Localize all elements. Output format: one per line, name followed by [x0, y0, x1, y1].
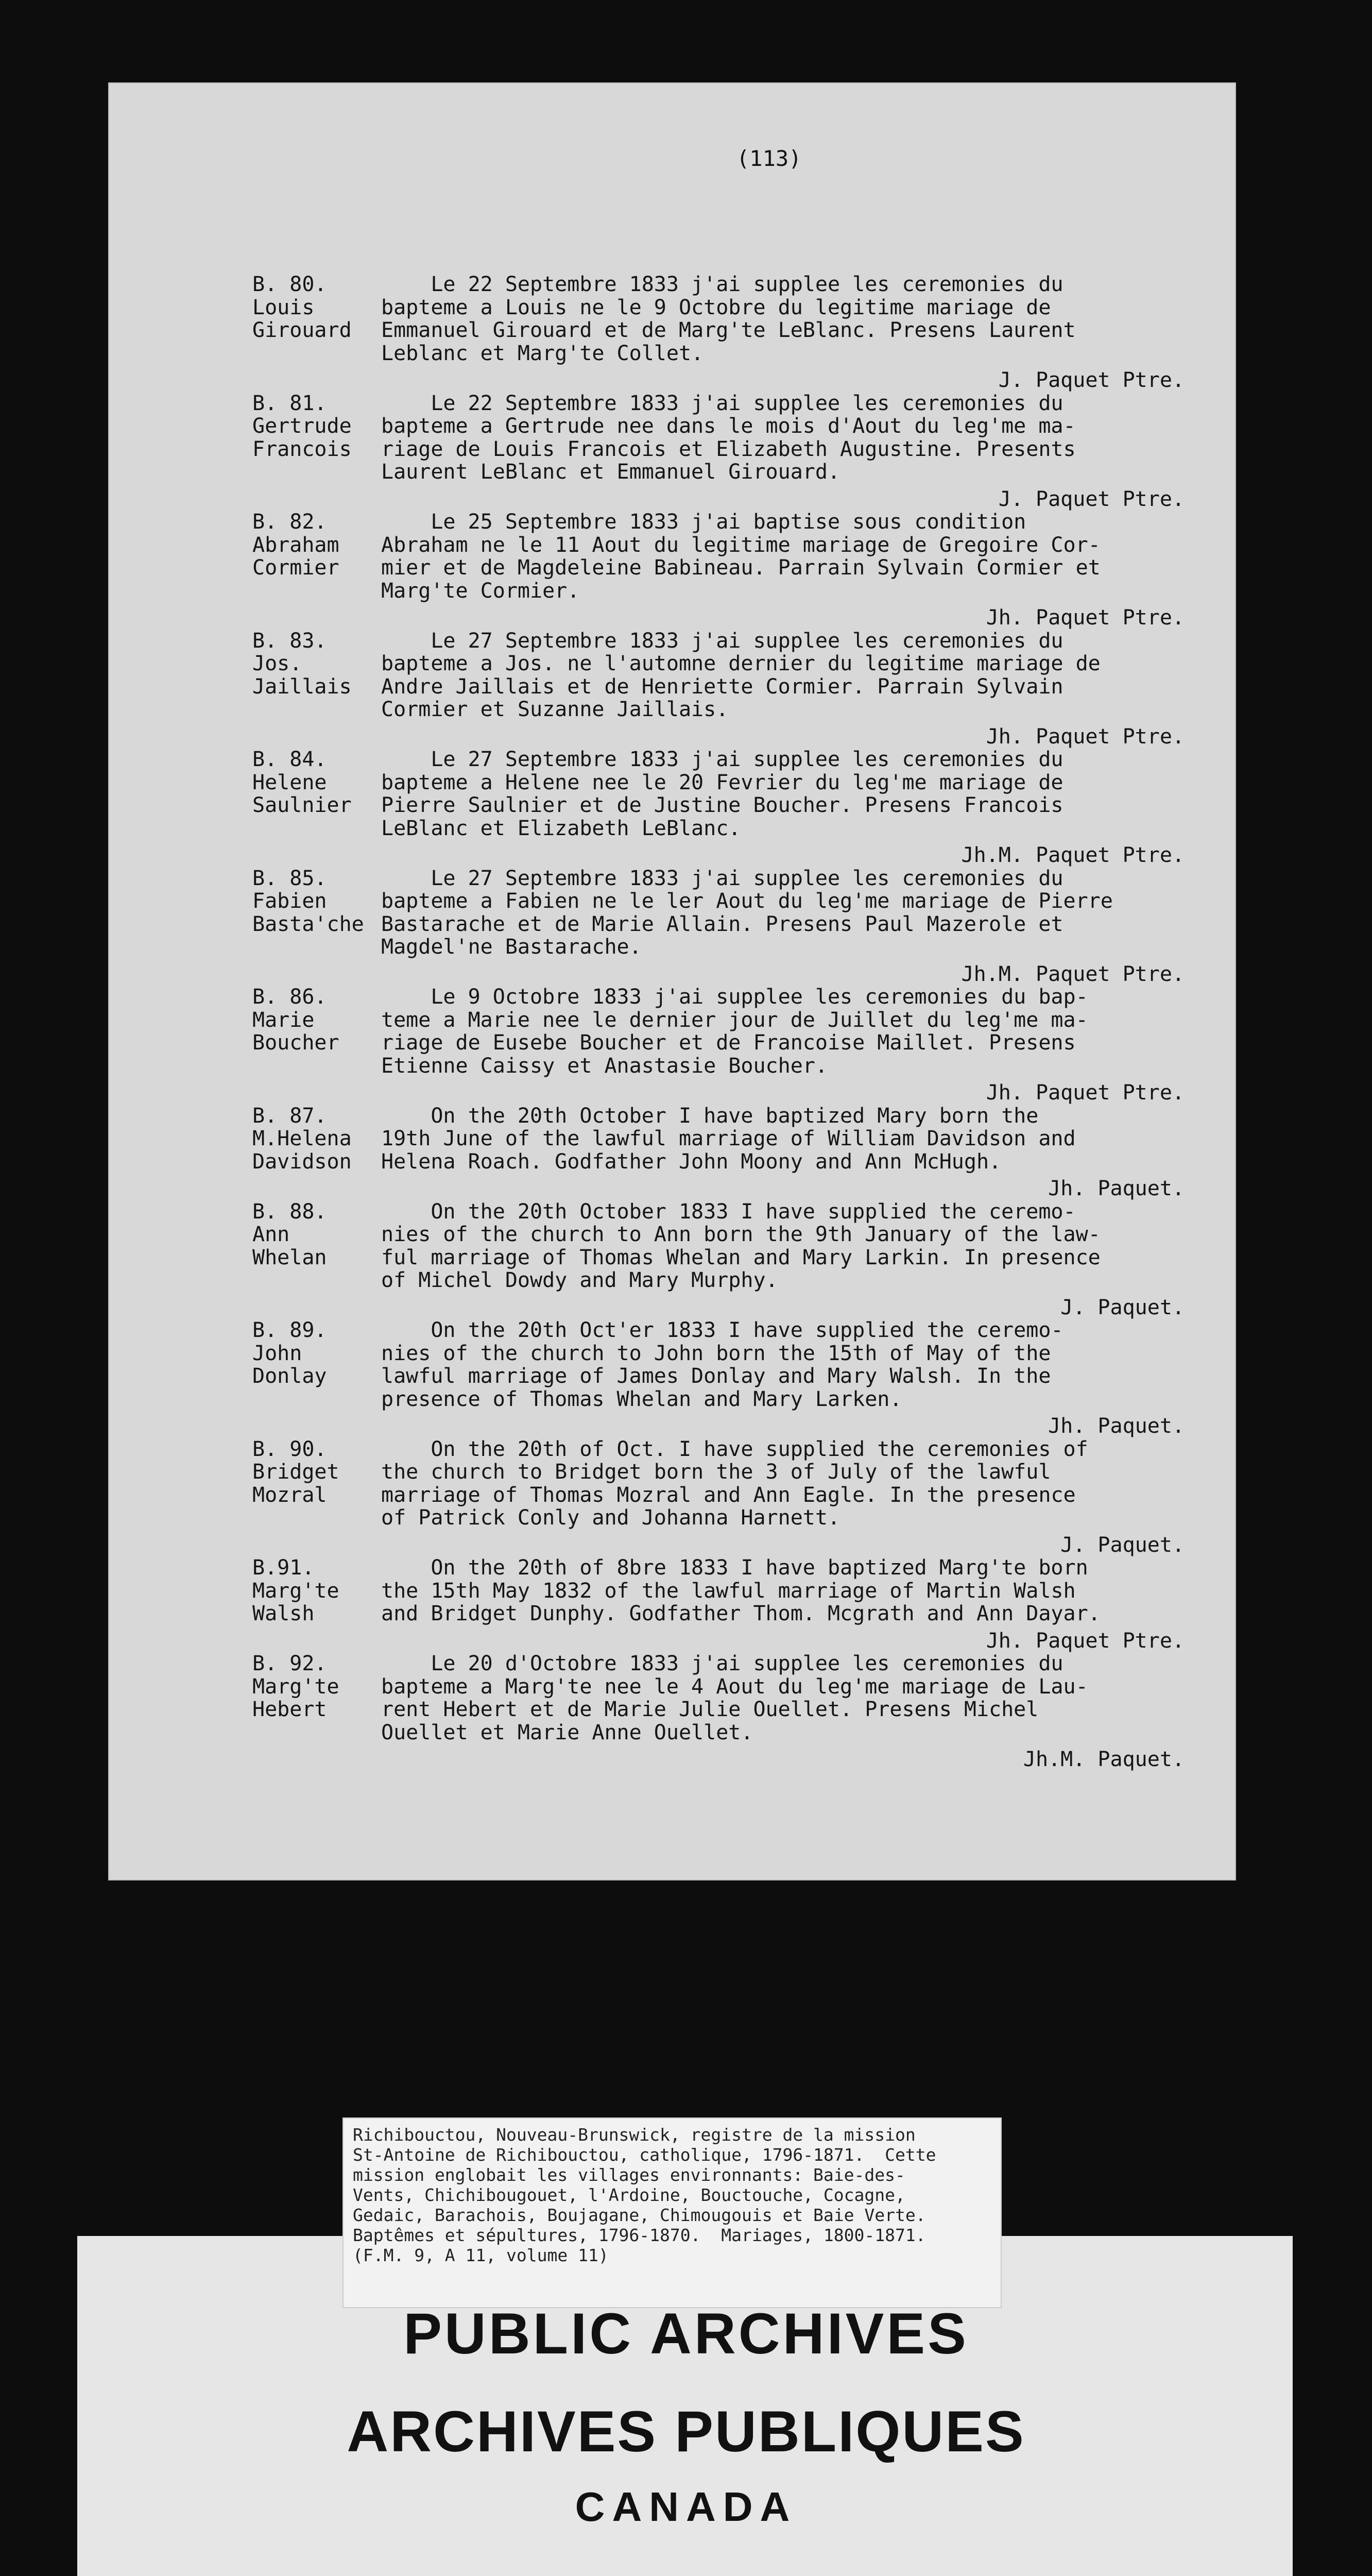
entry-label	[252, 867, 381, 959]
entry-name-line: M.Helena	[252, 1127, 352, 1150]
entry-name-line: Marg'te	[252, 1674, 339, 1699]
register-entry	[252, 1200, 1190, 1292]
entry-signature: J. Paquet Ptre.	[998, 368, 1185, 392]
entry-text: On the 20th Oct'er 1833 I have supplied the ceremo- nies of the church to John born the 15th of May of the lawful marriage of James Donlay and Mary Walsh. In the presence of Thomas Whelan and Mary Larken.	[381, 1318, 1064, 1411]
register-entry	[252, 748, 1190, 840]
entry-name-line: Basta'che	[252, 912, 364, 936]
entry-text: Le 22 Septembre 1833 j'ai supplee les ceremonies du bapteme a Louis ne le 9 Octobre du legitime mariage de Emmanuel Girouard et de Marg'te LeBlanc. Presens Laurent Leblanc et Marg'te Collet.	[381, 273, 1076, 365]
entry-text: Le 20 d'Octobre 1833 j'ai supplee les ceremonies du bapteme a Marg'te nee le 4 Aout du leg'me mariage de Lau- rent Hebert et de Marie Julie Ouellet. Presens Michel Ouellet et Marie Anne Ouellet.	[381, 1652, 1088, 1744]
entry-label	[252, 630, 381, 721]
register-entry	[252, 986, 1190, 1077]
collection-caption: Richibouctou, Nouveau-Brunswick, registre de la mission St-Antoine de Richibouctou, catholique, 1796-1871. Cette mission englobait les villages environnants: Baie-des- Vents, Chichibougouet, l'Ardoine, Bouctouche, Cocagne, Gedaic, Barachois, Boujagane, Chimougouis et Baie Verte. Baptêmes et sépultures, 1796-1870. Mariages, 1800-1871. (F.M. 9, A 11, volume 11)	[342, 2117, 1002, 2308]
entry-number: B. 87.	[252, 1104, 327, 1128]
entry-number: B. 85.	[252, 866, 327, 890]
entry-number: B. 89.	[252, 1318, 327, 1342]
entry-name-line: Girouard	[252, 318, 352, 342]
entry-signature: Jh. Paquet.	[1048, 1414, 1185, 1438]
entry-name-line: Davidson	[252, 1149, 352, 1174]
entry-label	[252, 1200, 381, 1292]
entry-text: Le 27 Septembre 1833 j'ai supplee les ceremonies du bapteme a Helene nee le 20 Fevrier du leg'me mariage de Pierre Saulnier et de Justine Boucher. Presens Francois LeBlanc et Elizabeth LeBlanc.	[381, 748, 1064, 840]
entry-label	[252, 1105, 381, 1174]
entry-number: B.91.	[252, 1556, 315, 1580]
register-entry	[252, 867, 1190, 959]
entry-name-line: Francois	[252, 437, 352, 461]
entry-name-line: Saulnier	[252, 793, 352, 817]
entry-text: Le 25 Septembre 1833 j'ai baptise sous condition Abraham ne le 11 Aout du legitime mariage de Gregoire Cor- mier et de Magdeleine Babineau. Parrain Sylvain Cormier et Marg'te Cormier.	[381, 510, 1101, 603]
entry-number: B. 90.	[252, 1437, 327, 1461]
entry-label	[252, 986, 381, 1077]
entry-signature: Jh. Paquet Ptre.	[986, 606, 1185, 630]
entry-text: Le 9 Octobre 1833 j'ai supplee les ceremonies du bap- teme a Marie nee le dernier jour de Juillet du leg'me ma- riage de Eusebe Boucher et de Francoise Maillet. Presens Etienne Caissy et Anastasie Boucher.	[381, 985, 1088, 1078]
register-entry	[252, 630, 1190, 721]
entry-signature: Jh. Paquet.	[1048, 1177, 1185, 1200]
entry-name-line: Bridget	[252, 1460, 339, 1484]
entry-signature: J. Paquet.	[1060, 1533, 1185, 1557]
entry-name-line: Mozral	[252, 1483, 327, 1507]
entry-number: B. 92.	[252, 1652, 327, 1675]
register-entry	[252, 273, 1190, 365]
register-entry	[252, 511, 1190, 602]
register-entry	[252, 392, 1190, 484]
register-entries	[252, 273, 1190, 1771]
entry-text: On the 20th October I have baptized Mary born the 19th June of the lawful marriage of William Davidson and Helena Roach. Godfather John Moony and Ann McHugh.	[381, 1104, 1076, 1174]
register-entry	[252, 1652, 1190, 1744]
entry-number: B. 83.	[252, 629, 327, 653]
entry-label	[252, 511, 381, 602]
entry-name-line: John	[252, 1341, 302, 1365]
entry-number: B. 86.	[252, 985, 327, 1009]
entry-text: Le 27 Septembre 1833 j'ai supplee les ceremonies du bapteme a Jos. ne l'automne dernier du legitime mariage de Andre Jaillais et de Henriette Cormier. Parrain Sylvain Cormier et Suzanne Jaillais.	[381, 629, 1101, 721]
entry-name-line: Jaillais	[252, 674, 352, 699]
entry-name-line: Donlay	[252, 1364, 327, 1388]
entry-signature: Jh. Paquet Ptre.	[986, 724, 1185, 749]
entry-name-line: Hebert	[252, 1698, 327, 1721]
entry-name-line: Cormier	[252, 556, 339, 580]
entry-number: B. 84.	[252, 748, 327, 771]
entry-number: B. 88.	[252, 1199, 327, 1224]
entry-label	[252, 392, 381, 484]
register-entry	[252, 1438, 1190, 1530]
entry-signature: J. Paquet.	[1060, 1295, 1185, 1319]
entry-name-line: Ann	[252, 1223, 290, 1246]
entry-label	[252, 1438, 381, 1530]
entry-name-line: Louis	[252, 295, 315, 319]
archives-title-french: ARCHIVES PUBLIQUES	[347, 2399, 1025, 2464]
entry-name-line: Jos.	[252, 652, 302, 675]
entry-name-line: Marg'te	[252, 1579, 339, 1603]
entry-number: B. 81.	[252, 391, 327, 415]
entry-text: On the 20th October 1833 I have supplied the ceremo- nies of the church to Ann born the 9th January of the law- ful marriage of Thomas Whelan and Mary Larkin. In presence of Michel Dowdy and Mary Murphy.	[381, 1199, 1101, 1292]
entry-name-line: Abraham	[252, 533, 339, 557]
entry-label	[252, 1556, 381, 1625]
archives-title-english: PUBLIC ARCHIVES	[403, 2301, 969, 2366]
entry-label	[252, 273, 381, 365]
page-number: (113)	[736, 146, 802, 171]
entry-signature: Jh. Paquet Ptre.	[986, 1629, 1185, 1653]
entry-signature: J. Paquet Ptre.	[998, 487, 1185, 511]
entry-name-line: Boucher	[252, 1031, 339, 1055]
entry-name-line: Gertrude	[252, 414, 352, 438]
entry-name-line: Walsh	[252, 1602, 315, 1625]
archives-country: CANADA	[575, 2484, 797, 2530]
entry-signature: Jh.M. Paquet Ptre.	[961, 843, 1185, 867]
entry-number: B. 80.	[252, 273, 327, 296]
entry-signature: Jh.M. Paquet.	[1023, 1748, 1185, 1771]
entry-text: On the 20th of Oct. I have supplied the ceremonies of the church to Bridget born the 3 of July of the lawful marriage of Thomas Mozral and Ann Eagle. In the presence of Patrick Conly and Johanna Harnett.	[381, 1437, 1088, 1530]
entry-label	[252, 748, 381, 840]
entry-label	[252, 1319, 381, 1411]
entry-text: Le 22 Septembre 1833 j'ai supplee les ceremonies du bapteme a Gertrude nee dans le mois d'Aout du leg'me ma- riage de Louis Francois et Elizabeth Augustine. Presents Laurent LeBlanc et Emmanuel Girouard.	[381, 391, 1076, 484]
entry-name-line: Fabien	[252, 889, 327, 913]
register-entry	[252, 1105, 1190, 1174]
entry-name-line: Marie	[252, 1008, 315, 1032]
register-entry	[252, 1556, 1190, 1625]
entry-text: On the 20th of 8bre 1833 I have baptized Marg'te born the 15th May 1832 of the lawful marriage of Martin Walsh and Bridget Dunphy. Godfather Thom. Mcgrath and Ann Dayar.	[381, 1556, 1101, 1625]
entry-number: B. 82.	[252, 510, 327, 534]
entry-signature: Jh. Paquet Ptre.	[986, 1081, 1185, 1105]
entry-name-line: Whelan	[252, 1245, 327, 1269]
entry-text: Le 27 Septembre 1833 j'ai supplee les ceremonies du bapteme a Fabien ne le ler Aout du leg'me mariage de Pierre Bastarache et de Marie Allain. Presens Paul Mazerole et Magdel'ne Bastarache.	[381, 866, 1113, 959]
register-entry	[252, 1319, 1190, 1411]
entry-signature: Jh.M. Paquet Ptre.	[961, 962, 1185, 986]
entry-label	[252, 1652, 381, 1744]
entry-name-line: Helene	[252, 770, 327, 794]
